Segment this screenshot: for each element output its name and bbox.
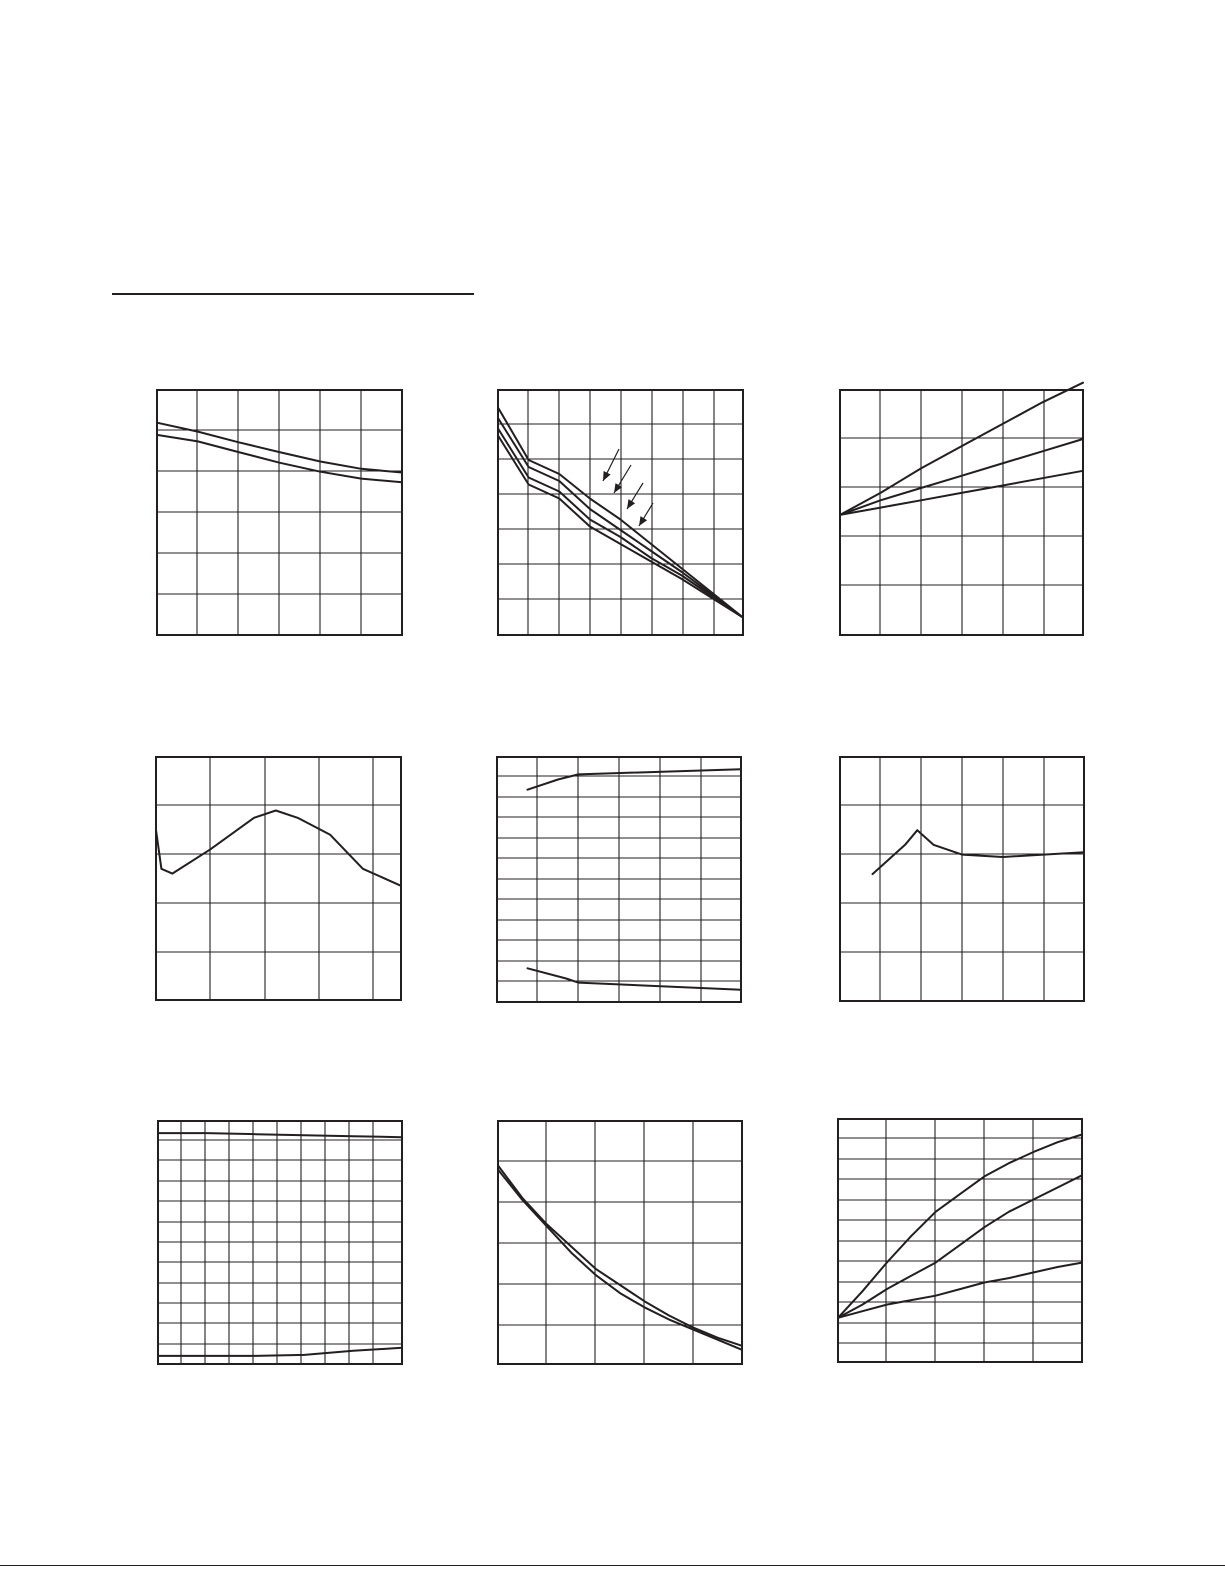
top-rule <box>112 293 474 295</box>
series-line-1 <box>498 1170 742 1350</box>
chart-r1c2 <box>497 389 744 636</box>
series-line-1 <box>158 1348 402 1356</box>
series-line-0 <box>156 811 401 886</box>
pointer-arrowhead-2 <box>627 499 635 509</box>
chart-r3c3 <box>837 1118 1083 1363</box>
series-line-0 <box>838 1135 1082 1318</box>
chart-r3c2 <box>497 1120 743 1365</box>
series-line-2 <box>838 1263 1082 1318</box>
series-line-1 <box>838 1175 1082 1318</box>
series-line-0 <box>498 1166 742 1346</box>
series-line-1 <box>528 968 742 990</box>
chart-r2c1 <box>155 756 402 1001</box>
series-line-0 <box>528 769 742 790</box>
plot-frame <box>156 757 401 1000</box>
series-line-0 <box>873 830 1085 874</box>
chart-r1c3 <box>839 389 1084 636</box>
bottom-rule <box>0 1565 1225 1566</box>
chart-r2c2 <box>496 756 742 1003</box>
pointer-arrowhead-3 <box>639 516 647 526</box>
chart-r3c1 <box>157 1120 403 1365</box>
chart-r2c3 <box>839 756 1085 1002</box>
series-line-0 <box>158 1133 402 1137</box>
chart-r1c1 <box>156 389 403 636</box>
